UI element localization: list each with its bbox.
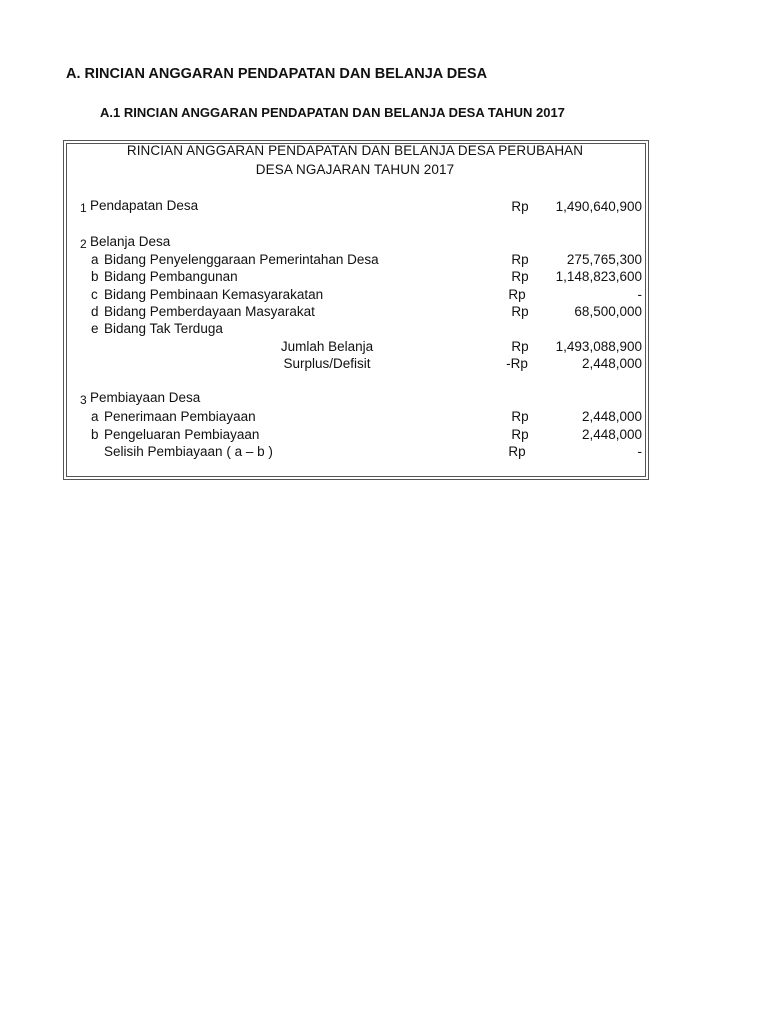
item-label: Bidang Pembangunan xyxy=(104,269,238,284)
section-label-pembiayaan: Pembiayaan Desa xyxy=(90,390,201,405)
item-letter: d xyxy=(91,304,99,319)
item-letter: a xyxy=(91,409,99,424)
currency-label: Rp xyxy=(511,409,529,424)
item-label: Pengeluaran Pembiayaan xyxy=(104,427,260,442)
amount-pendapatan: 1,490,640,900 xyxy=(555,199,642,214)
item-amount: 1,148,823,600 xyxy=(555,269,642,284)
subsection-heading: A.1 RINCIAN ANGGARAN PENDAPATAN DAN BELANJA DESA TAHUN 2017 xyxy=(100,105,565,120)
item-letter: b xyxy=(91,269,99,284)
currency-label: -Rp xyxy=(506,356,528,371)
total-amount: 1,493,088,900 xyxy=(555,339,642,354)
item-letter: c xyxy=(91,287,98,302)
currency-label: Rp xyxy=(511,339,529,354)
row-number: 2 xyxy=(80,237,87,251)
item-amount: 2,448,000 xyxy=(581,427,642,442)
item-label: Bidang Penyelenggaraan Pemerintahan Desa xyxy=(104,252,379,267)
table-title-line1: RINCIAN ANGGARAN PENDAPATAN DAN BELANJA DESA PERUBAHAN xyxy=(126,143,584,158)
item-label: Bidang Pemberdayaan Masyarakat xyxy=(104,304,315,319)
item-letter: b xyxy=(91,427,99,442)
item-letter: e xyxy=(91,321,99,336)
currency-label: Rp xyxy=(511,199,529,214)
currency-label: Rp xyxy=(511,252,529,267)
item-amount: 275,765,300 xyxy=(566,252,642,267)
surplus-amount: 2,448,000 xyxy=(581,356,642,371)
currency-label: Rp xyxy=(511,304,529,319)
total-label: Jumlah Belanja xyxy=(280,339,374,354)
currency-label: Rp xyxy=(511,427,529,442)
item-label: Penerimaan Pembiayaan xyxy=(104,409,256,424)
currency-label: Rp xyxy=(511,269,529,284)
table-title-line2: DESA NGAJARAN TAHUN 2017 xyxy=(255,162,455,177)
row-number: 1 xyxy=(80,201,87,215)
currency-label: Rp xyxy=(508,287,526,302)
item-amount: 2,448,000 xyxy=(581,409,642,424)
selisih-amount: - xyxy=(637,444,642,459)
item-label: Bidang Tak Terduga xyxy=(104,321,223,336)
item-amount: 68,500,000 xyxy=(574,304,642,319)
currency-label: Rp xyxy=(508,444,526,459)
row-number: 3 xyxy=(80,393,87,407)
section-label-belanja: Belanja Desa xyxy=(90,234,171,249)
surplus-label: Surplus/Defisit xyxy=(283,356,371,371)
section-label-pendapatan: Pendapatan Desa xyxy=(90,198,199,213)
selisih-label: Selisih Pembiayaan ( a – b ) xyxy=(104,444,273,459)
item-label: Bidang Pembinaan Kemasyarakatan xyxy=(104,287,324,302)
item-amount: - xyxy=(637,287,642,302)
section-heading: A. RINCIAN ANGGARAN PENDAPATAN DAN BELANJA DESA xyxy=(66,66,488,82)
item-letter: a xyxy=(91,252,99,267)
